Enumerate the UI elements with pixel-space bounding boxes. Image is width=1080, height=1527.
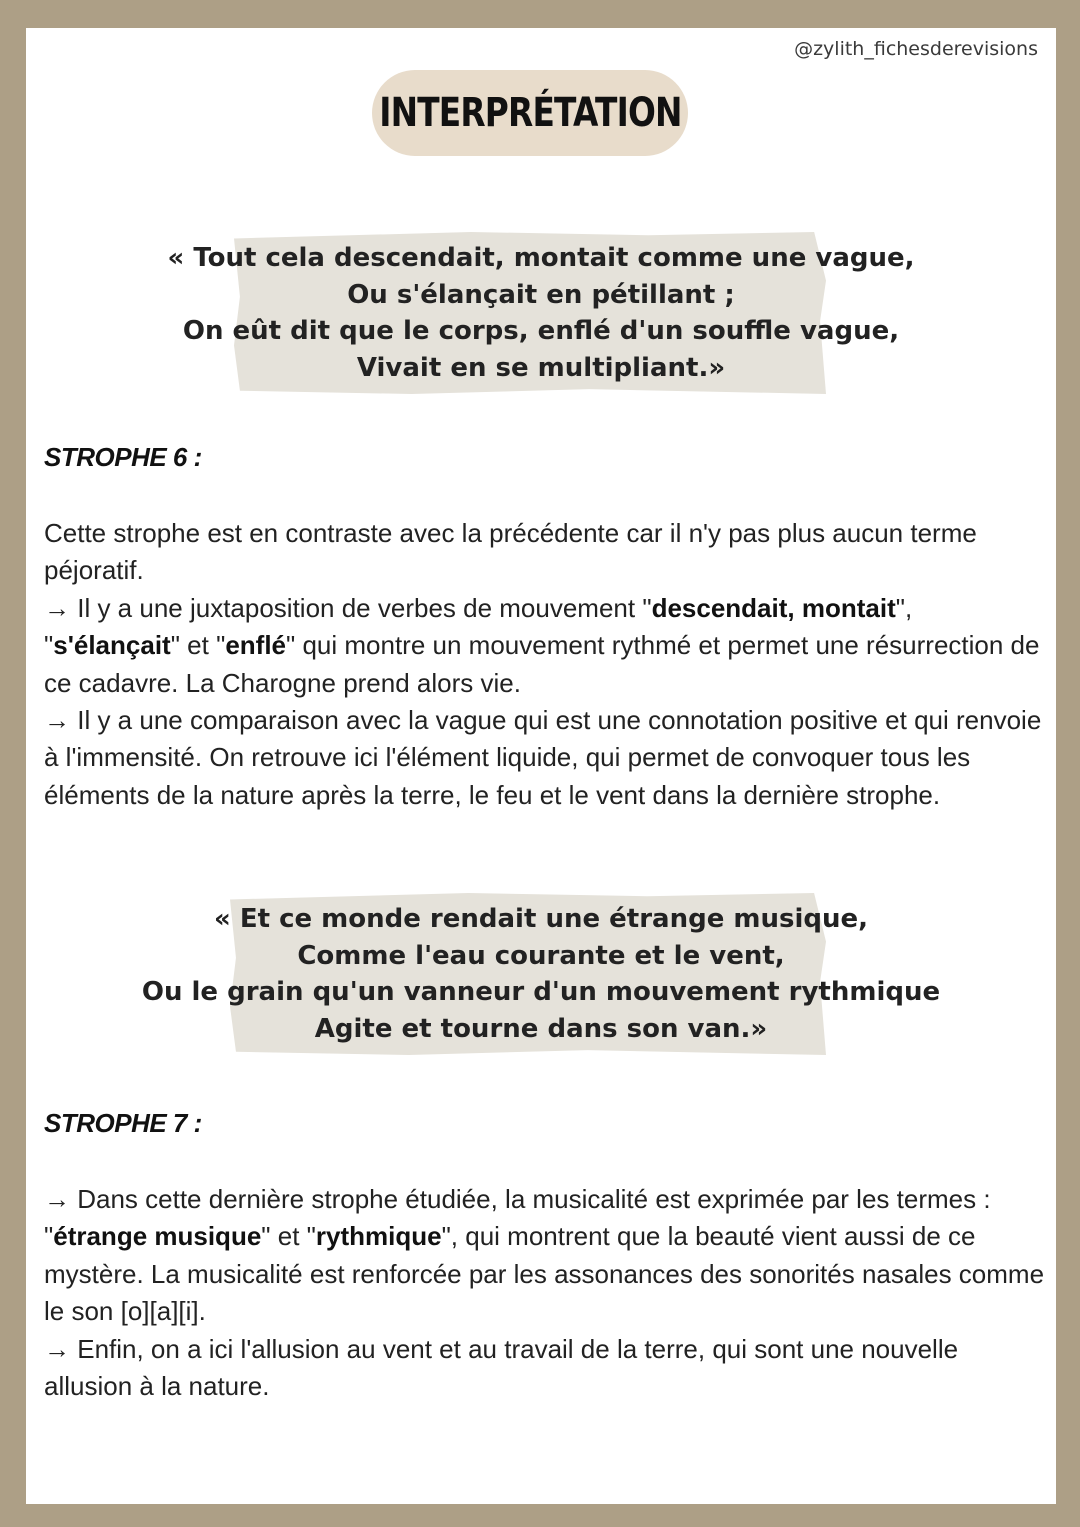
- title-badge: [372, 70, 688, 156]
- quote-text: [26, 889, 1056, 1047]
- quote-line: Comme l'eau courante et le vent,: [297, 940, 785, 971]
- section-body-strophe-7: [44, 1181, 1049, 1405]
- emphasis: montait: [801, 592, 896, 623]
- section-heading-strophe-7: STROPHE 7 :: [44, 1108, 202, 1138]
- paragraph: → Il y a une juxtaposition de verbes de mouvement "descendait, montait", "s'élançait" et "enflé" qui montre un mouvement rythmé et permet une résurrection de ce cadavre. La Charogne prend alors vie.: [44, 592, 1040, 698]
- quote-line: « Et ce monde rendait une étrange musique,: [213, 904, 869, 934]
- paragraph: → Enfin, on a ici l'allusion au vent et au travail de la terre, qui sont une nouvelle allusion à la nature.: [44, 1333, 959, 1402]
- emphasis: descendait: [651, 592, 788, 623]
- author-handle: @zylith_fichesderevisions: [794, 38, 1038, 60]
- quote-line: Ou s'élançait en pétillant ;: [347, 279, 735, 310]
- quote-line: Ou le grain qu'un vanneur d'un mouvement rythmique: [141, 977, 941, 1007]
- quote-block-1: [26, 228, 1056, 386]
- quote-line: Vivait en se multipliant.»: [356, 352, 726, 383]
- paragraph: → Dans cette dernière strophe étudiée, la musicalité est exprimée par les termes : "étrange musique" et "rythmique", qui montrent que la beauté vient aussi de ce mystère. La musicalité est renforcée par les assonances des sonorités nasales comme le son [o][a][i].: [44, 1184, 1045, 1327]
- paragraph: Cette strophe est en contraste avec la précédente car il n'y pas plus aucun terme péjoratif.: [44, 518, 977, 586]
- quote-line: « Tout cela descendait, montait comme une vague,: [167, 243, 915, 273]
- quote-block-2: [26, 889, 1056, 1047]
- emphasis: rythmique: [315, 1221, 442, 1252]
- quote-text: [26, 228, 1056, 386]
- page-sheet: [26, 28, 1056, 1504]
- quote-line: On eût dit que le corps, enflé d'un souffle vague,: [182, 316, 900, 346]
- section-body-strophe-6: [44, 515, 1049, 814]
- emphasis: étrange musique: [53, 1221, 262, 1252]
- page-title: INTERPRÉTATION: [378, 90, 682, 136]
- quote-line: Agite et tourne dans son van.»: [314, 1013, 768, 1044]
- emphasis: enflé: [225, 630, 286, 661]
- emphasis: s'élançait: [53, 630, 171, 661]
- section-heading-strophe-6: STROPHE 6 :: [44, 442, 202, 472]
- paragraph: → Il y a une comparaison avec la vague qui est une connotation positive et qui renvoie à l'immensité. On retrouve ici l'élément liquide, qui permet de convoquer tous les éléments de la nature après la terre, le feu et le vent dans la dernière strophe.: [44, 705, 1042, 810]
